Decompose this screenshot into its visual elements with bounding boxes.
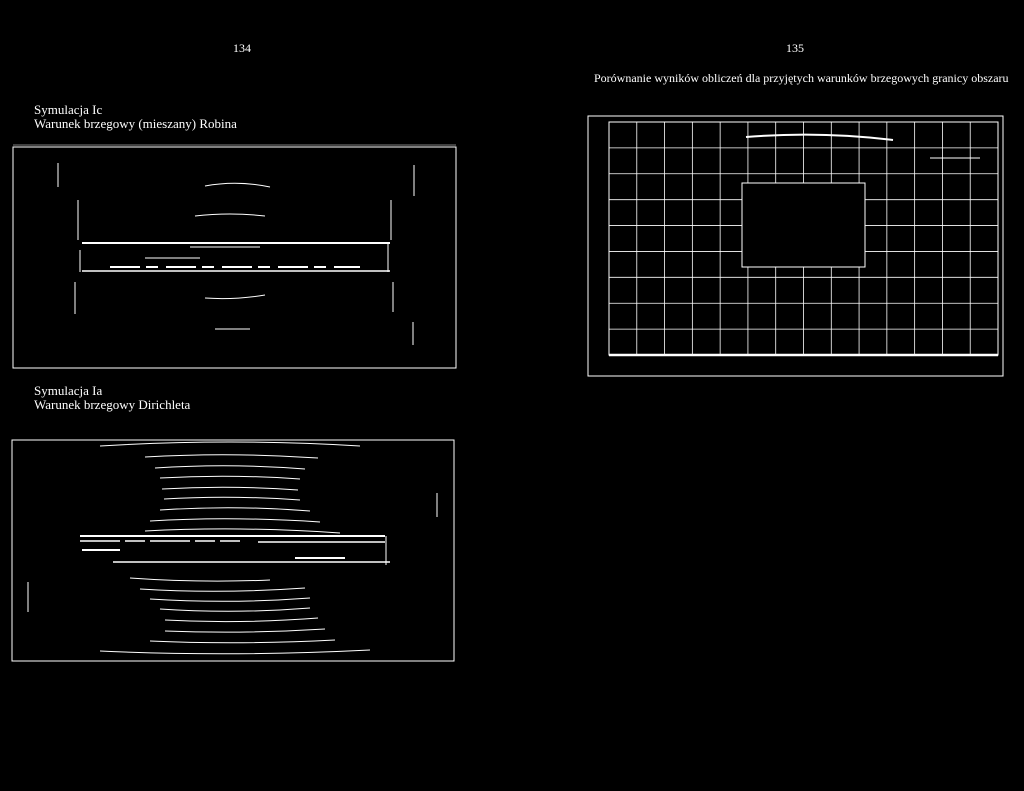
simulation-ic-title: Symulacja Ic — [34, 102, 103, 117]
comparison-caption: Porównanie wyników obliczeń dla przyjętych warunków brzegowych granicy obszaru — [594, 71, 1009, 85]
simulation-ic-subtitle: Warunek brzegowy (mieszany) Robina — [34, 116, 237, 131]
figure-grid-inner-rect — [742, 183, 865, 267]
page-number-right: 135 — [786, 41, 804, 55]
page-number-left: 134 — [233, 41, 251, 55]
simulation-ia-title: Symulacja Ia — [34, 383, 103, 398]
simulation-ia-subtitle: Warunek brzegowy Dirichleta — [34, 397, 191, 412]
